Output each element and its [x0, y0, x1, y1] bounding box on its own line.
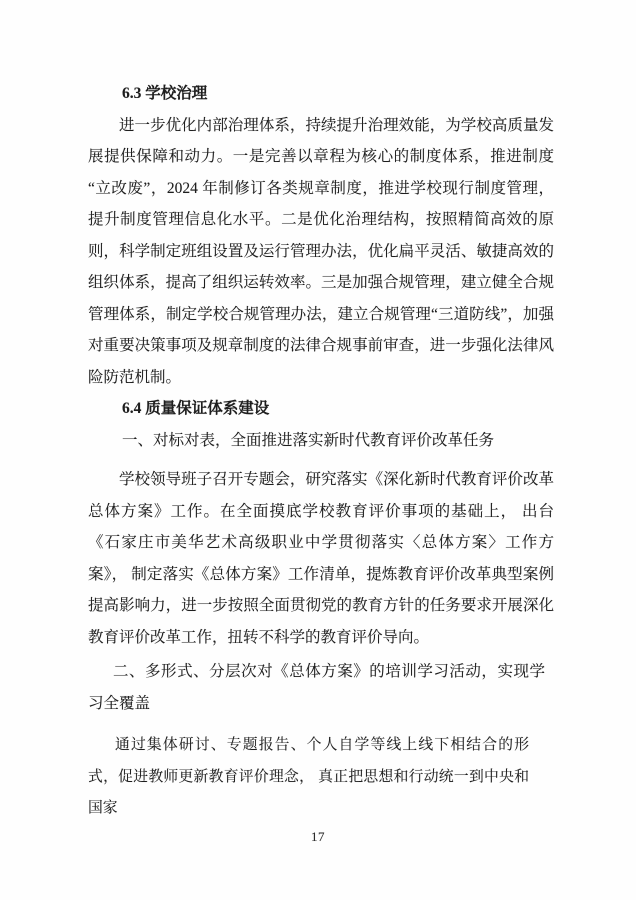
paragraph-point-1-title: 一、对标对表，全面推进落实新时代教育评价改革任务 — [122, 431, 495, 449]
page-content — [88, 78, 554, 825]
paragraph-point-2-title: 二、多形式、分层次对《总体方案》的培训学习活动，实现学习全覆盖 — [88, 663, 545, 712]
section-heading-6-4: 6.4 质量保证体系建设 — [122, 400, 270, 417]
paragraph-school-governance: 进一步优化内部治理体系，持续提升治理效能，为学校高质量发展提供保障和动力。一是完善以章程为核心的制度体系，推进制度“立改废”，2024 年制修订各类规章制度，推进学校现行制度管理，提升制度管理信息化水平。二是优化治理结构，按照精简高效的原则，科学制定班组设置及运行管理办法，优化扁平灵活、敏捷高效的组织体系，提高了组织运转效率。三是加强合规管理，建立健全合规管理体系，制定学校合规管理办法，建立合规管理“三道防线”，加强对重要决策事项及规章制度的法律合规事前审查，进一步强化法律风险防范机制。 — [88, 116, 554, 386]
page-number: 17 — [311, 829, 325, 844]
paragraph-point-2-body: 通过集体研讨、专题报告、个人自学等线上线下相结合的形式，促进教师更新教育评价理念， 真正把思想和行动统一到中央和国家 — [88, 737, 529, 816]
section-heading-6-3: 6.3 学校治理 — [122, 85, 208, 102]
paragraph-point-1-body: 学校领导班子召开专题会，研究落实《深化新时代教育评价改革总体方案》工作。在全面摸底学校教育评价事项的基础上， 出台 《石家庄市美华艺术高级职业中学贯彻落实〈总体方案〉工作方案》， 制定落实《总体方案》工作清单，提炼教育评价改革典型案例提高影响力，进一步按照全面贯彻党的教育方针的任务要求开展深化教育评价改革工作，扭转不科学的教育评价导向。 — [88, 471, 554, 646]
